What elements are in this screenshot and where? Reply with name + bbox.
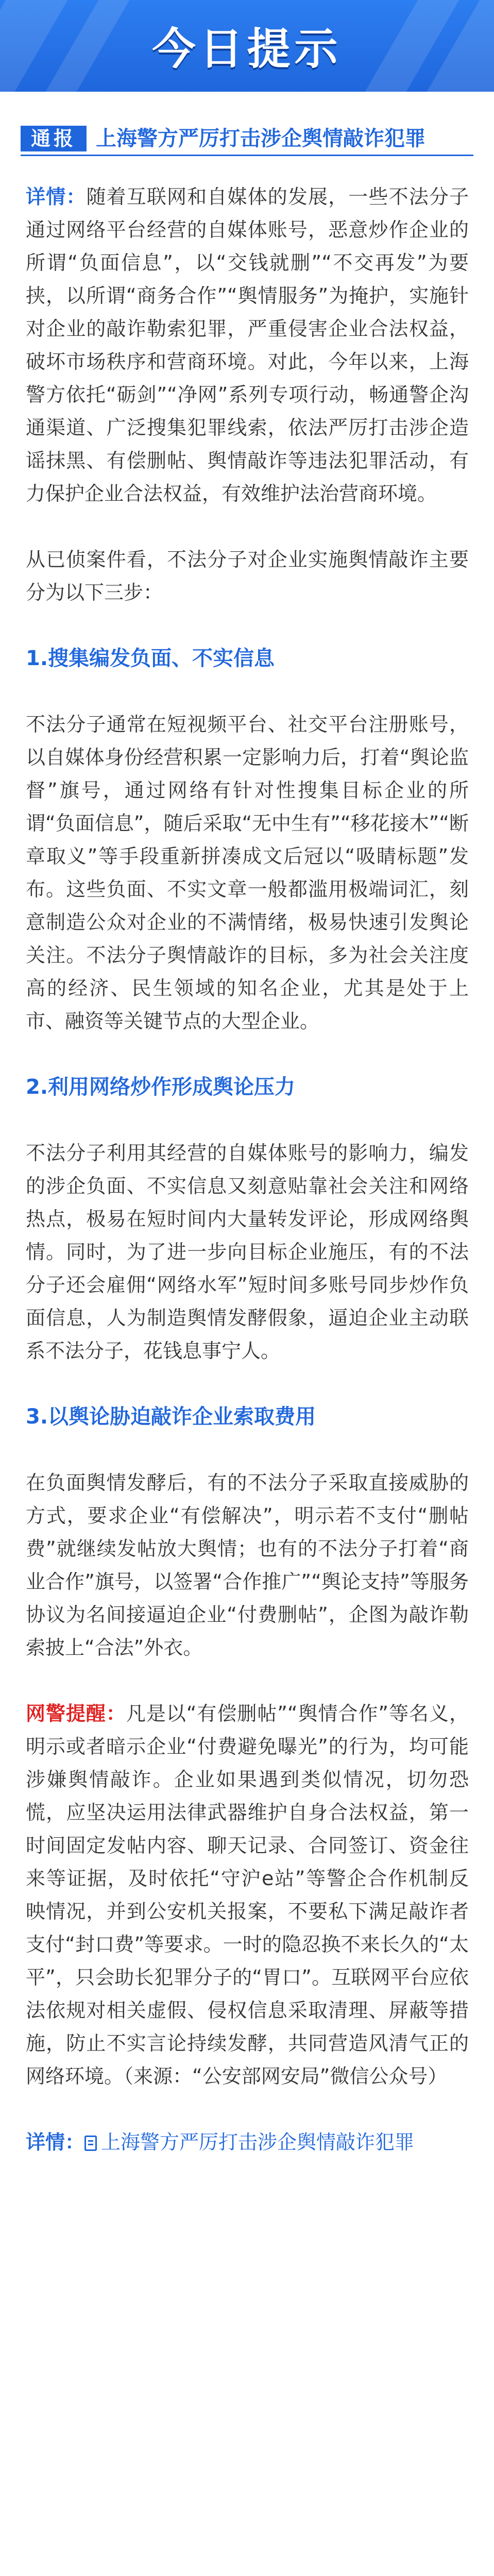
warning-text: 凡是以“有偿删帖”“舆情合作”等名义，明示或者暗示企业“付费避免曝光”的行为，均可能涉嫌舆情敲诈。企业如果遇到类似情况，切勿恐慌，应坚决运用法律武器维护自身合法权益，第一时间固定发帖内容、聊天记录、合同签订、资金往来等证据，及时依托“守沪e站”等警企合作机制反映情况，并到公安机关报案，不要私下满足敲诈者支付“封口费”等要求。一时的隐忍换不来长久的“太平”，只会助长犯罪分子的“胃口”。互联网平台应依法依规对相关虚假、侵权信息采取清理、屏蔽等措施，防止不实言论持续发酵，共同营造风清气正的网络环境。（来源：“公安部网安局”微信公众号）	[26, 1702, 469, 2088]
header-banner	[0, 0, 494, 92]
summary-paragraph: 从已侦案件看，不法分子对企业实施舆情敲诈主要分为以下三步：	[26, 548, 469, 604]
detail-link-row	[26, 2126, 469, 2159]
warning-paragraph	[26, 1697, 469, 2093]
notice-headline: 上海警方严厉打击涉企舆情敲诈犯罪	[96, 127, 425, 150]
warning-lead: 网警提醒：	[26, 1702, 126, 1725]
document-link-icon	[84, 2136, 97, 2151]
step-heading: 3.以舆论胁迫敲诈企业索取费用	[26, 1405, 316, 1429]
footer-brand	[0, 2561, 494, 2576]
step-heading: 1.搜集编发负面、不实信息	[26, 647, 275, 670]
step-text: 不法分子通常在短视频平台、社交平台注册账号，以自媒体身份经营积累一定影响力后，打着“舆论监督”旗号，通过网络有针对性搜集目标企业的所谓“负面信息”，随后采取“无中生有”“移花接木”“断章取义”等手段重新拼凑成文后冠以“吸睛标题”发布。这些负面、不实文章一般都滥用极端词汇，刻意制造公众对企业的不满情绪，极易快速引发舆论关注。不法分子舆情敲诈的目标，多为社会关注度高的经济、民生领域的知名企业，尤其是处于上市、融资等关键节点的大型企业。	[26, 713, 469, 1032]
intro-paragraph	[26, 180, 469, 510]
notice-bar	[21, 124, 473, 156]
step-text: 在负面舆情发酵后，有的不法分子采取直接威胁的方式，要求企业“有偿解决”，明示若不支付“删帖费”就继续发帖放大舆情；也有的不法分子打着“商业合作”旗号，以签署“合作推广”“舆论支持”等服务协议为名间接逼迫企业“付费删帖”，企图为敲诈勒索披上“合法”外衣。	[26, 1471, 469, 1659]
intro-text: 随着互联网和自媒体的发展，一些不法分子通过网络平台经营的自媒体账号，恶意炒作企业的所谓“负面信息”，以“交钱就删”“不交再发”为要挟，以所谓“商务合作”“舆情服务”为掩护，实施针对企业的敲诈勒索犯罪，严重侵害企业合法权益，破坏市场秩序和营商环境。对此，今年以来，上海警方依托“砺剑”“净网”系列专项行动，畅通警企沟通渠道、广泛搜集犯罪线索，依法严厉打击涉企造谣抹黑、有偿删帖、舆情敲诈等违法犯罪活动，有力保护企业合法权益，有效维护法治营商环境。	[26, 185, 469, 505]
detail-link[interactable]	[84, 2131, 414, 2154]
detail-link-text: 上海警方严厉打击涉企舆情敲诈犯罪	[101, 2131, 415, 2154]
slogans	[216, 2573, 464, 2576]
detail-lead: 详情：	[26, 2131, 85, 2154]
step-heading: 2.利用网络炒作形成舆论压力	[26, 1075, 296, 1099]
page-title: 今日提示	[152, 24, 342, 74]
intro-lead: 详情：	[26, 185, 87, 208]
slogan-line	[216, 2573, 464, 2576]
article-body	[26, 180, 469, 2159]
notice-tag: 通报	[21, 126, 87, 151]
step-text: 不法分子利用其经营的自媒体账号的影响力，编发的涉企负面、不实信息又刻意贴靠社会关注和网络热点，极易在短时间内大量转发评论，形成网络舆情。同时，为了进一步向目标企业施压，有的不法分子还会雇佣“网络水军”短时间多账号同步炒作负面信息，人为制造舆情发酵假象，逼迫企业主动联系不法分子，花钱息事宁人。	[26, 1142, 469, 1362]
